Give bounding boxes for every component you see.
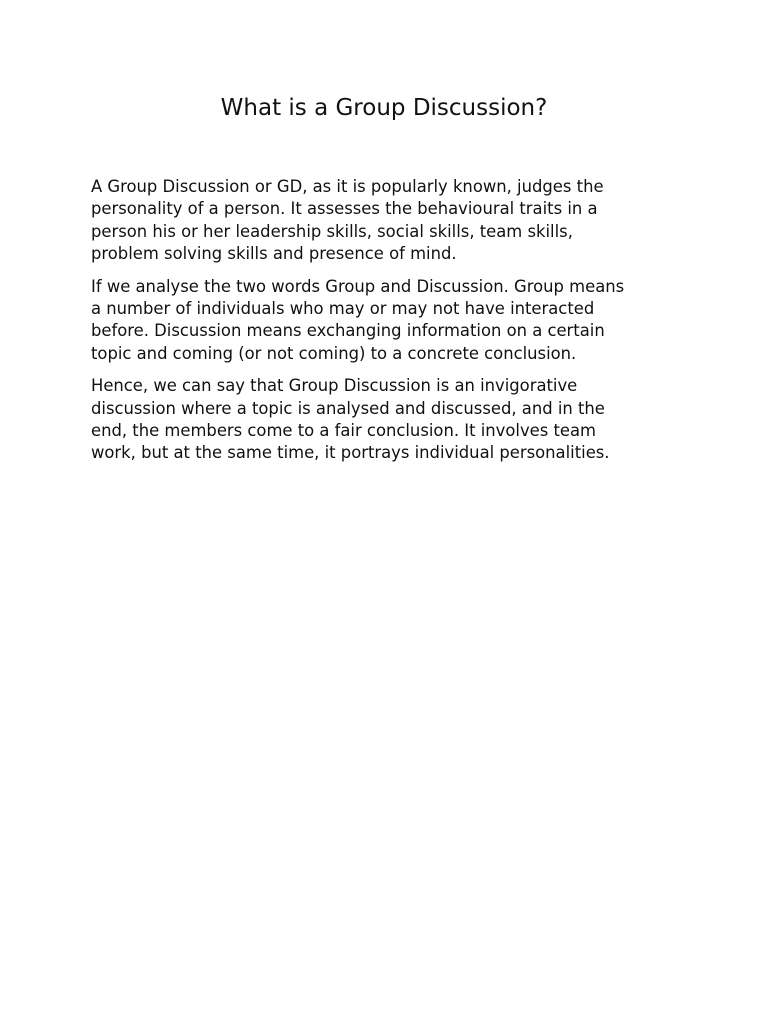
text-line: problem solving skills and presence of mind. <box>91 244 457 264</box>
text-line: work, but at the same time, it portrays individual personalities. <box>91 443 610 463</box>
text-line: topic and coming (or not coming) to a concrete conclusion. <box>91 343 577 363</box>
text-line: Hence, we can say that Group Discussion is an invigorative <box>91 376 578 396</box>
text-line: A Group Discussion or GD, as it is popularly known, judges the <box>91 177 604 196</box>
text-line: before. Discussion means exchanging information on a certain <box>91 321 605 341</box>
paragraph-analysis <box>91 276 681 366</box>
page-title: What is a Group Discussion? <box>220 95 548 121</box>
document-body <box>91 176 681 475</box>
text-line: discussion where a topic is analysed and discussed, and in the <box>91 398 605 418</box>
text-line: end, the members come to a fair conclusion. It involves team <box>91 421 596 441</box>
text-line: If we analyse the two words Group and Discussion. Group means <box>91 276 625 296</box>
paragraph-definition <box>91 176 681 266</box>
text-line: person his or her leadership skills, social skills, team skills, <box>91 221 573 241</box>
text-line: personality of a person. It assesses the behavioural traits in a <box>91 199 598 219</box>
paragraph-conclusion <box>91 375 681 465</box>
text-line: a number of individuals who may or may not have interacted <box>91 299 595 319</box>
